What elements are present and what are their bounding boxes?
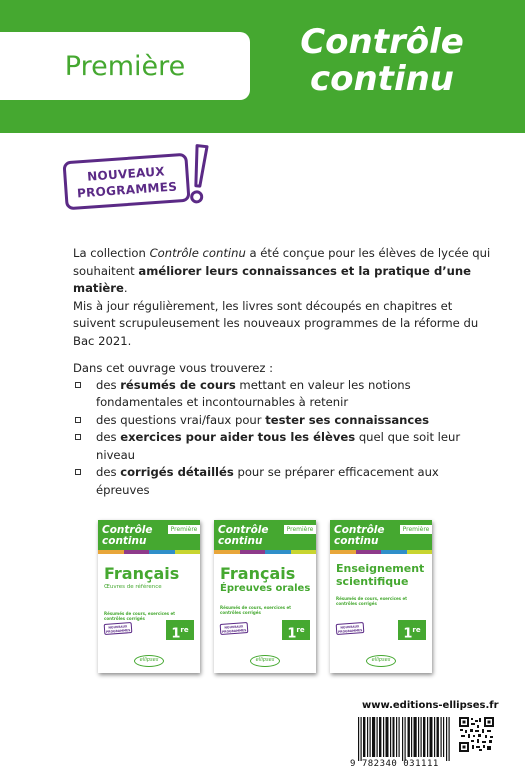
list-item: des résumés de cours mettant en valeur les notions fondamentales et incontournables à retenir xyxy=(73,377,493,412)
intro-paragraph-3: Dans cet ouvrage vous trouverez : xyxy=(73,361,274,375)
list-item: des questions vrai/faux pour tester ses connaissances xyxy=(73,412,493,430)
description-text xyxy=(73,245,493,499)
book-cover-enseignement-scientifique[interactable] xyxy=(330,520,432,673)
book-grade: 1re xyxy=(166,620,194,640)
badge-line-1: NOUVEAUX xyxy=(86,163,166,184)
publisher-logo: ellipses xyxy=(366,655,396,667)
book-subtitle: Épreuves orales xyxy=(220,583,311,594)
title-line-1: Contrôle xyxy=(300,22,464,62)
exclamation-icon xyxy=(188,143,210,206)
isbn-number: 9 782340 031111 xyxy=(350,759,439,769)
book-subject: Français xyxy=(104,564,180,583)
book-badge: NOUVEAUX PROGRAMMES xyxy=(336,622,365,635)
book-level: Première xyxy=(168,525,200,534)
book-cover-francais-oeuvres[interactable] xyxy=(98,520,200,673)
book-description: Résumés de cours, exercices et contrôles corrigés xyxy=(104,611,176,621)
publisher-logo: ellipses xyxy=(134,655,164,667)
list-item: des exercices pour aider tous les élèves quel que soit leur niveau xyxy=(73,429,493,464)
intro-paragraph-1: La collection Contrôle continu a été conçue pour les élèves de lycée qui souhaitent améliorer leurs connaissances et la pratique d’une matière. Mis à jour régulièrement, les livres sont découpés en chapitres et suivent scrupuleusement les nouveaux programmes de la réforme du Bac 2021. xyxy=(73,246,491,348)
book-cover-francais-oral[interactable] xyxy=(214,520,316,673)
qr-code xyxy=(459,717,494,752)
collection-title xyxy=(262,24,502,98)
publisher-logo: ellipses xyxy=(250,655,280,667)
checkbox-square-icon xyxy=(75,434,81,440)
barcode xyxy=(358,717,450,761)
book-brand: Contrôle continu xyxy=(334,524,385,547)
book-subject: Français xyxy=(220,564,296,583)
title-line-2: continu xyxy=(309,59,455,99)
book-level: Première xyxy=(284,525,316,534)
list-item: des corrigés détaillés pour se préparer efficacement aux épreuves xyxy=(73,464,493,499)
book-grade: 1re xyxy=(398,620,426,640)
book-description: Résumés de cours, exercices et contrôles corrigés xyxy=(336,596,408,606)
book-brand: Contrôle continu xyxy=(218,524,269,547)
book-description: Résumés de cours, exercices et contrôles corrigés xyxy=(220,605,292,615)
book-grade: 1re xyxy=(282,620,310,640)
book-brand: Contrôle continu xyxy=(102,524,153,547)
checkbox-square-icon xyxy=(75,382,81,388)
publisher-url[interactable]: www.editions-ellipses.fr xyxy=(362,700,499,711)
badge-line-2: PROGRAMMES xyxy=(76,178,178,200)
header-band xyxy=(0,0,525,133)
checkbox-square-icon xyxy=(75,417,81,423)
level-label: Première xyxy=(64,50,186,82)
book-subtitle: Œuvres de référence xyxy=(104,584,162,590)
level-tab xyxy=(0,32,250,100)
book-subject: Enseignement scientifique xyxy=(336,562,425,588)
book-badge: NOUVEAUX PROGRAMMES xyxy=(104,622,133,635)
book-level: Première xyxy=(400,525,432,534)
contents-list xyxy=(73,377,493,500)
new-programs-badge xyxy=(62,153,190,211)
book-badge: NOUVEAUX PROGRAMMES xyxy=(220,622,249,635)
checkbox-square-icon xyxy=(75,469,81,475)
